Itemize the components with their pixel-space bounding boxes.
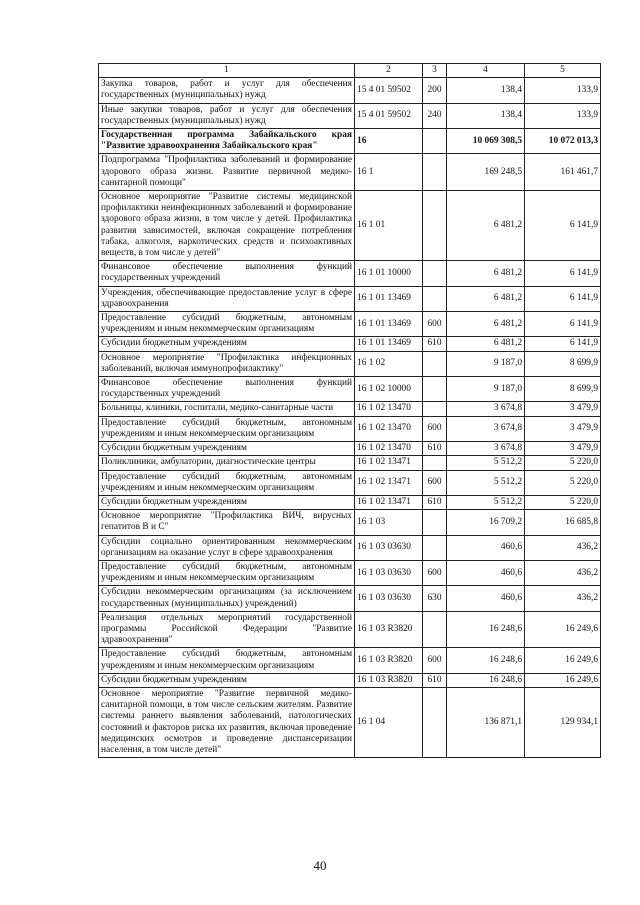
cell-csr-code: 16 1 02 13470: [355, 442, 423, 456]
cell-csr-code: 16 1 03 R3820: [355, 673, 423, 687]
cell-name: Основное мероприятие "Профилактика ВИЧ, вирусных гепатитов В и С": [99, 510, 355, 535]
table-row: [99, 103, 601, 128]
table-row: [99, 154, 601, 191]
cell-value-1: 16 248,6: [447, 673, 525, 687]
cell-csr-code: 16 1 03 R3820: [355, 611, 423, 648]
cell-name: Иные закупки товаров, работ и услуг для обеспечения государственных (муниципальных) нужд: [99, 103, 355, 128]
cell-vr-code: 610: [423, 673, 447, 687]
cell-value-1: 3 674,8: [447, 442, 525, 456]
cell-value-1: 138,4: [447, 78, 525, 103]
cell-vr-code: 600: [423, 416, 447, 441]
cell-value-1: 5 512,2: [447, 495, 525, 509]
table-row: [99, 470, 601, 495]
cell-value-1: 9 187,0: [447, 377, 525, 402]
cell-vr-code: 610: [423, 337, 447, 351]
cell-csr-code: 16 1 03 R3820: [355, 648, 423, 673]
cell-csr-code: 16 1 03 03630: [355, 560, 423, 585]
cell-value-1: 136 871,1: [447, 687, 525, 757]
cell-name: Реализация отдельных мероприятий государственной программы Российской Федерации "Развитие здравоохранения": [99, 611, 355, 648]
cell-value-1: 3 674,8: [447, 416, 525, 441]
cell-value-2: 8 699,9: [525, 351, 601, 376]
cell-value-2: 6 141,9: [525, 261, 601, 286]
table-row: [99, 510, 601, 535]
cell-vr-code: [423, 377, 447, 402]
table-row: [99, 442, 601, 456]
table-row: [99, 351, 601, 376]
cell-vr-code: [423, 286, 447, 311]
cell-value-1: 460,6: [447, 560, 525, 585]
cell-value-1: 6 481,2: [447, 286, 525, 311]
cell-name: Предоставление субсидий бюджетным, автономным учреждениям и иным некоммерческим организациям: [99, 560, 355, 585]
cell-value-1: 5 512,2: [447, 456, 525, 470]
table-row: [99, 402, 601, 416]
cell-value-2: 6 141,9: [525, 337, 601, 351]
document-page: [98, 63, 600, 758]
header-cell-value-2: 5: [525, 64, 601, 78]
cell-name: Субсидии бюджетным учреждениям: [99, 442, 355, 456]
cell-value-2: 5 220,0: [525, 495, 601, 509]
cell-name: Государственная программа Забайкальского края "Развитие здравоохранения Забайкальского края": [99, 129, 355, 154]
cell-csr-code: 16 1 02 10000: [355, 377, 423, 402]
cell-csr-code: 16 1 02 13471: [355, 470, 423, 495]
cell-name: Субсидии социально ориентированным некоммерческим организациям на оказание услуг в сфере здравоохранения: [99, 535, 355, 560]
cell-vr-code: 600: [423, 470, 447, 495]
cell-csr-code: 16 1 01 13469: [355, 337, 423, 351]
table-row: [99, 78, 601, 103]
cell-value-2: 3 479,9: [525, 416, 601, 441]
cell-value-1: 6 481,2: [447, 337, 525, 351]
header-cell-csr: 2: [355, 64, 423, 78]
table-row: [99, 377, 601, 402]
cell-vr-code: 610: [423, 495, 447, 509]
cell-value-2: 16 249,6: [525, 673, 601, 687]
cell-csr-code: 16 1 01 13469: [355, 286, 423, 311]
cell-value-1: 460,6: [447, 586, 525, 611]
cell-csr-code: 16 1: [355, 154, 423, 191]
cell-csr-code: 16 1 03 03630: [355, 586, 423, 611]
table-row: [99, 611, 601, 648]
cell-value-1: 16 709,2: [447, 510, 525, 535]
cell-vr-code: [423, 154, 447, 191]
cell-value-2: 16 249,6: [525, 648, 601, 673]
cell-value-1: 10 069 308,5: [447, 129, 525, 154]
cell-vr-code: [423, 351, 447, 376]
cell-csr-code: 16 1 02 13470: [355, 416, 423, 441]
cell-vr-code: [423, 261, 447, 286]
cell-name: Субсидии бюджетным учреждениям: [99, 673, 355, 687]
cell-value-2: 3 479,9: [525, 402, 601, 416]
budget-table-body: [99, 64, 601, 758]
table-row: [99, 495, 601, 509]
table-row: [99, 673, 601, 687]
cell-vr-code: [423, 687, 447, 757]
cell-csr-code: 16 1 02 13471: [355, 495, 423, 509]
cell-value-2: 6 141,9: [525, 191, 601, 261]
cell-value-2: 436,2: [525, 586, 601, 611]
cell-value-2: 436,2: [525, 535, 601, 560]
table-row: [99, 337, 601, 351]
cell-vr-code: 630: [423, 586, 447, 611]
cell-vr-code: 240: [423, 103, 447, 128]
table-row: [99, 586, 601, 611]
cell-name: Субсидии некоммерческим организациям (за исключением государственных (муниципальных) учреждений): [99, 586, 355, 611]
cell-value-2: 6 141,9: [525, 312, 601, 337]
cell-value-2: 133,9: [525, 103, 601, 128]
table-row: [99, 687, 601, 757]
cell-value-2: 129 934,1: [525, 687, 601, 757]
cell-vr-code: [423, 191, 447, 261]
header-cell-name: 1: [99, 64, 355, 78]
cell-name: Предоставление субсидий бюджетным, автономным учреждениям и иным некоммерческим организациям: [99, 470, 355, 495]
cell-name: Предоставление субсидий бюджетным, автономным учреждениям и иным некоммерческим организациям: [99, 416, 355, 441]
table-row: [99, 648, 601, 673]
cell-name: Закупка товаров, работ и услуг для обеспечения государственных (муниципальных) нужд: [99, 78, 355, 103]
cell-csr-code: 16 1 03: [355, 510, 423, 535]
table-row: [99, 191, 601, 261]
cell-value-2: 16 249,6: [525, 611, 601, 648]
cell-vr-code: [423, 402, 447, 416]
header-cell-vr: 3: [423, 64, 447, 78]
table-row: [99, 261, 601, 286]
cell-name: Поликлиники, амбулатории, диагностические центры: [99, 456, 355, 470]
cell-vr-code: [423, 535, 447, 560]
cell-vr-code: 610: [423, 442, 447, 456]
cell-value-2: 10 072 013,3: [525, 129, 601, 154]
cell-value-1: 5 512,2: [447, 470, 525, 495]
cell-value-1: 6 481,2: [447, 261, 525, 286]
cell-name: Предоставление субсидий бюджетным, автономным учреждениям и иным некоммерческим организациям: [99, 648, 355, 673]
cell-value-2: 8 699,9: [525, 377, 601, 402]
cell-value-2: 6 141,9: [525, 286, 601, 311]
table-row: [99, 416, 601, 441]
cell-name: Больницы, клиники, госпитали, медико-санитарные части: [99, 402, 355, 416]
cell-value-2: 5 220,0: [525, 470, 601, 495]
cell-csr-code: 16 1 03 03630: [355, 535, 423, 560]
cell-value-1: 169 248,5: [447, 154, 525, 191]
cell-value-1: 3 674,8: [447, 402, 525, 416]
cell-vr-code: [423, 611, 447, 648]
cell-csr-code: 16 1 02: [355, 351, 423, 376]
cell-vr-code: [423, 129, 447, 154]
cell-vr-code: 600: [423, 312, 447, 337]
cell-value-2: 133,9: [525, 78, 601, 103]
table-row: [99, 129, 601, 154]
cell-value-1: 6 481,2: [447, 312, 525, 337]
cell-vr-code: [423, 456, 447, 470]
cell-csr-code: 16: [355, 129, 423, 154]
cell-name: Подпрограмма "Профилактика заболеваний и формирование здорового образа жизни. Развитие первичной медико-санитарной помощи": [99, 154, 355, 191]
cell-csr-code: 16 1 02 13471: [355, 456, 423, 470]
cell-name: Финансовое обеспечение выполнения функций государственных учреждений: [99, 261, 355, 286]
table-row: [99, 560, 601, 585]
cell-value-2: 161 461,7: [525, 154, 601, 191]
cell-vr-code: 600: [423, 648, 447, 673]
cell-csr-code: 16 1 01 13469: [355, 312, 423, 337]
cell-csr-code: 15 4 01 59502: [355, 78, 423, 103]
header-cell-value-1: 4: [447, 64, 525, 78]
cell-vr-code: 200: [423, 78, 447, 103]
cell-name: Субсидии бюджетным учреждениям: [99, 337, 355, 351]
cell-value-2: 5 220,0: [525, 456, 601, 470]
cell-csr-code: 15 4 01 59502: [355, 103, 423, 128]
page-number: 40: [313, 858, 327, 873]
cell-value-1: 9 187,0: [447, 351, 525, 376]
cell-value-1: 6 481,2: [447, 191, 525, 261]
cell-name: Предоставление субсидий бюджетным, автономным учреждениям и иным некоммерческим организациям: [99, 312, 355, 337]
cell-value-2: 3 479,9: [525, 442, 601, 456]
cell-value-2: 436,2: [525, 560, 601, 585]
cell-csr-code: 16 1 02 13470: [355, 402, 423, 416]
cell-value-1: 138,4: [447, 103, 525, 128]
cell-csr-code: 16 1 01: [355, 191, 423, 261]
cell-value-1: 460,6: [447, 535, 525, 560]
table-row: [99, 535, 601, 560]
cell-name: Основное мероприятие "Профилактика инфекционных заболеваний, включая иммунопрофилактику": [99, 351, 355, 376]
table-row: [99, 312, 601, 337]
table-row: [99, 456, 601, 470]
cell-csr-code: 16 1 04: [355, 687, 423, 757]
budget-table: [98, 63, 601, 758]
table-header-row: [99, 64, 601, 78]
cell-name: Основное мероприятие "Развитие первичной медико-санитарной помощи, в том числе сельским жителям. Развитие системы раннего выявления заболеваний, патологических состояний и факторов риска их развития, включая проведение медицинских осмотров и проведение диспансеризации населения, в том числе детей": [99, 687, 355, 757]
cell-name: Основное мероприятие "Развитие системы медицинской профилактики неинфекционных заболеваний и формирование здорового образа жизни, в том числе у детей. Профилактика развития зависимостей, включая сокращение потребления табака, алкоголя, наркотических средств и психоактивных веществ, в том числе у детей": [99, 191, 355, 261]
cell-csr-code: 16 1 01 10000: [355, 261, 423, 286]
cell-vr-code: 600: [423, 560, 447, 585]
cell-name: Финансовое обеспечение выполнения функций государственных учреждений: [99, 377, 355, 402]
cell-value-1: 16 248,6: [447, 611, 525, 648]
cell-name: Субсидии бюджетным учреждениям: [99, 495, 355, 509]
cell-value-1: 16 248,6: [447, 648, 525, 673]
cell-value-2: 16 685,8: [525, 510, 601, 535]
table-row: [99, 286, 601, 311]
cell-name: Учреждения, обеспечивающие предоставление услуг в сфере здравоохранения: [99, 286, 355, 311]
cell-vr-code: [423, 510, 447, 535]
